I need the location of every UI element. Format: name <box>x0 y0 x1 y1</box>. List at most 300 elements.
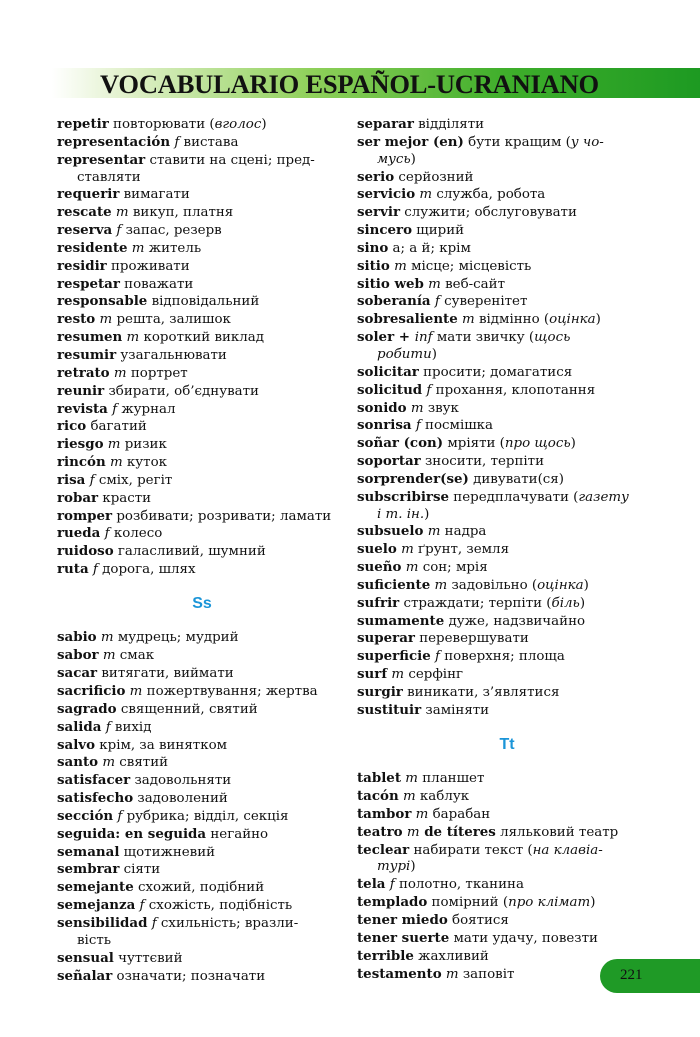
entry-grammar: f <box>112 223 122 239</box>
entry-translation: ляльковий театр <box>495 824 619 840</box>
entry-headword: sección <box>57 807 114 824</box>
dictionary-entry <box>57 293 347 311</box>
entry-headword: suficiente <box>357 576 431 593</box>
entry-line <box>357 806 657 824</box>
page-title: VOCABULARIO ESPAÑOL-UCRANIANO <box>100 69 599 99</box>
entry-translation: полотно, тканина <box>394 877 524 893</box>
right-column <box>357 116 657 983</box>
entry-translation: дивувати(ся) <box>468 471 564 487</box>
entry-translation: рубрика; відділ, секція <box>122 808 289 824</box>
entry-translation-cont: вість <box>77 932 112 948</box>
dictionary-entry <box>57 418 347 436</box>
entry-note-close: ) <box>424 506 430 522</box>
entry-line <box>57 258 347 276</box>
entry-translation: сіяти <box>119 862 161 878</box>
entry-note-close: ) <box>583 577 589 593</box>
entry-grammar: m <box>398 789 416 805</box>
entry-headword: rico <box>57 418 87 435</box>
entry-headword: ser mejor (en) <box>357 133 464 150</box>
entry-translation: священний, святий <box>116 701 258 717</box>
dictionary-entry <box>357 417 657 435</box>
dictionary-entry <box>57 719 347 737</box>
entry-translation: відділяти <box>413 117 485 132</box>
entry-headword: sumamente <box>357 612 445 629</box>
entry-translation: а; а й; крім <box>388 240 471 256</box>
entry-translation: набирати текст ( <box>409 842 533 858</box>
entry-line <box>57 683 347 701</box>
entry-headword: retrato <box>57 364 110 381</box>
entry-line <box>357 876 657 894</box>
entry-line <box>357 204 657 222</box>
entry-line <box>357 489 657 507</box>
entry-translation: служити; обслуговувати <box>400 205 577 221</box>
entry-headword: tela <box>357 876 386 893</box>
entry-line <box>57 222 347 240</box>
entry-translation: ґрунт, земля <box>413 542 510 558</box>
entry-translation: мати удачу, повезти <box>449 930 598 946</box>
entry-line <box>57 844 347 862</box>
entry-translation: каблук <box>415 789 470 805</box>
dictionary-entry <box>357 630 657 648</box>
entry-headword: residir <box>57 257 107 274</box>
entry-headword: soñar (con) <box>357 435 444 452</box>
entry-translation: узагальнювати <box>116 347 227 363</box>
entry-translation: святий <box>115 755 169 771</box>
entry-grammar: m <box>401 560 419 576</box>
entry-grammar: inf <box>414 330 433 346</box>
entry-headword: sensual <box>57 949 114 966</box>
entry-translation: ризик <box>120 437 167 453</box>
entry-grammar: f <box>147 915 157 931</box>
entry-translation: пожертвування; жертва <box>142 684 318 699</box>
entry-translation: витягати, виймати <box>97 666 234 682</box>
entry-headword: semejanza <box>57 897 136 914</box>
dictionary-entry <box>357 240 657 258</box>
entry-line <box>57 116 347 134</box>
dictionary-entry <box>357 116 657 134</box>
dictionary-entry <box>57 365 347 383</box>
entry-headword: residente <box>57 239 128 256</box>
dictionary-entry <box>57 844 347 862</box>
entry-headword: seguida: en seguida <box>57 825 207 842</box>
entry-headword: santo <box>57 754 99 771</box>
dictionary-entry <box>57 561 347 579</box>
entry-grammar: m <box>402 824 420 840</box>
entry-line <box>357 541 657 559</box>
entry-line <box>357 630 657 648</box>
entry-note-close: ) <box>410 151 416 167</box>
entry-headword: teclear <box>357 841 410 858</box>
entry-grammar: f <box>422 382 432 398</box>
entry-translation: поверхня; площа <box>439 649 565 665</box>
dictionary-entry <box>57 790 347 808</box>
entry-line <box>57 826 347 844</box>
dictionary-entry <box>57 968 347 986</box>
dictionary-entry <box>357 329 657 364</box>
entry-line <box>357 471 657 489</box>
entry-headword: resto <box>57 311 96 328</box>
entry-headword: testamento <box>357 965 442 982</box>
entry-headword: reserva <box>57 222 113 239</box>
entry-grammar: m <box>96 630 114 646</box>
entry-headword-cont: de títeres <box>419 823 496 840</box>
entry-translation: бути кращим ( <box>463 134 571 150</box>
entry-translation: місце; місцевість <box>406 258 532 274</box>
entry-headword: subsuelo <box>357 523 424 540</box>
entry-line <box>57 276 347 294</box>
dictionary-entry <box>57 772 347 790</box>
entry-headword: sorprender(se) <box>357 470 469 487</box>
entry-line <box>357 702 657 720</box>
entry-headword: separar <box>357 116 414 132</box>
entry-grammar: f <box>170 134 180 150</box>
dictionary-entry <box>57 454 347 472</box>
entry-line <box>357 382 657 400</box>
entry-grammar: m <box>105 455 123 471</box>
entry-headword: sustituir <box>357 701 422 718</box>
entry-line <box>57 186 347 204</box>
dictionary-entry <box>357 204 657 222</box>
dictionary-entry <box>357 648 657 666</box>
dictionary-entry <box>357 788 657 806</box>
dictionary-entry <box>357 702 657 720</box>
entry-grammar: f <box>385 877 395 893</box>
dictionary-entry <box>57 186 347 204</box>
entry-translation: заміняти <box>421 702 490 718</box>
entry-grammar: m <box>415 187 433 203</box>
entry-grammar: f <box>85 472 95 488</box>
entry-grammar: m <box>423 276 441 292</box>
entry-translation: мудрець; мудрий <box>113 630 239 646</box>
entry-translation: мріяти ( <box>443 436 505 452</box>
entry-translation: серйозний <box>394 169 474 185</box>
dictionary-entry <box>57 116 347 134</box>
entry-note: на клавіа- <box>532 842 603 858</box>
dictionary-entry <box>357 613 657 631</box>
entry-translation: суверенітет <box>439 294 528 310</box>
entry-line <box>57 543 347 561</box>
entry-translation: крім, за винятком <box>95 737 228 753</box>
entry-grammar: f <box>100 526 110 542</box>
entry-headword: resumen <box>57 329 123 346</box>
entry-grammar: m <box>98 755 116 771</box>
entry-line <box>357 169 657 187</box>
entry-line <box>57 472 347 490</box>
entry-line <box>357 894 657 912</box>
page-number: 221 <box>620 967 643 983</box>
entry-line <box>57 754 347 772</box>
spacer <box>57 613 347 630</box>
entry-line-continued <box>357 507 657 524</box>
entry-headword: solicitud <box>357 381 423 398</box>
entry-translation: смак <box>115 648 155 664</box>
entry-translation: дуже, надзвичайно <box>444 613 586 629</box>
dictionary-entry <box>57 629 347 647</box>
section-heading: Tt <box>499 735 515 753</box>
dictionary-entry <box>57 258 347 276</box>
entry-headword: sagrado <box>57 700 117 717</box>
entry-headword: tener suerte <box>357 929 450 946</box>
entry-headword: resumir <box>57 346 117 363</box>
entry-translation: проживати <box>106 258 190 274</box>
entry-grammar: m <box>103 437 121 453</box>
entry-headword: servir <box>357 204 401 221</box>
entry-line <box>57 737 347 755</box>
entry-headword: sacrificio <box>57 683 126 699</box>
entry-headword: romper <box>57 507 113 524</box>
entry-headword: tablet <box>357 770 402 787</box>
entry-line-continued <box>357 152 657 169</box>
entry-line <box>57 240 347 258</box>
entry-note-close: ) <box>261 117 267 132</box>
entry-translation: заповіт <box>458 966 515 982</box>
entry-translation: портрет <box>126 365 188 381</box>
entry-line <box>357 258 657 276</box>
entry-line <box>357 240 657 258</box>
entry-line <box>357 842 657 860</box>
entry-translation: просити; домагатися <box>418 364 573 380</box>
entry-translation: жахливий <box>413 948 489 964</box>
dictionary-entry <box>357 453 657 471</box>
entry-translation: задовільно ( <box>447 577 538 593</box>
entry-headword: repetir <box>57 116 109 132</box>
dictionary-entry <box>57 754 347 772</box>
entry-translation: схильність; вразли- <box>156 915 299 931</box>
entry-line <box>57 701 347 719</box>
entry-line <box>57 418 347 436</box>
entry-headword: ruta <box>57 561 89 578</box>
entry-grammar: f <box>430 294 440 310</box>
entry-translation: вихід <box>110 719 152 735</box>
entry-note-close: ) <box>595 312 601 328</box>
entry-line <box>57 629 347 647</box>
entry-line <box>57 968 347 986</box>
dictionary-entry <box>57 950 347 968</box>
entry-line <box>357 116 657 134</box>
dictionary-entry <box>357 770 657 788</box>
entry-translation: надра <box>440 524 487 540</box>
entry-translation: сміх, регіт <box>94 472 173 488</box>
entry-note-cont: турі <box>377 859 411 875</box>
dictionary-entry <box>357 559 657 577</box>
dictionary-entry <box>357 666 657 684</box>
dictionary-entry <box>357 471 657 489</box>
entry-headword: semejante <box>57 879 134 896</box>
dictionary-entry <box>57 401 347 419</box>
entry-headword: sensibilidad <box>57 914 148 931</box>
entry-headword: representar <box>57 151 146 168</box>
entry-headword: teatro <box>357 823 403 840</box>
entry-line <box>57 879 347 897</box>
entry-translation: поважати <box>119 276 194 292</box>
entry-translation: схожість, подібність <box>144 898 293 914</box>
entry-translation: красти <box>98 490 152 506</box>
entry-line <box>357 364 657 382</box>
section-heading: Ss <box>192 594 212 612</box>
entry-translation: щотижневий <box>119 844 216 860</box>
entry-line <box>357 912 657 930</box>
entry-headword: subscribirse <box>357 488 450 505</box>
dictionary-entry <box>57 737 347 755</box>
entry-line <box>357 400 657 418</box>
entry-headword: sobresaliente <box>357 311 458 328</box>
entry-headword: sacar <box>57 665 98 682</box>
dictionary-entry <box>57 276 347 294</box>
entry-translation: передплачувати ( <box>449 489 579 505</box>
entry-grammar: m <box>109 365 127 381</box>
entry-line <box>357 329 657 347</box>
entry-line <box>357 595 657 613</box>
dictionary-entry <box>357 435 657 453</box>
entry-headword: tener miedo <box>357 911 448 928</box>
entry-headword: soberanía <box>357 293 431 310</box>
entry-grammar: m <box>406 400 424 416</box>
entry-translation: запас, резерв <box>121 223 222 239</box>
entry-note: газету <box>578 489 629 505</box>
dictionary-entry <box>357 400 657 418</box>
entry-line <box>57 204 347 222</box>
entry-note-close: ) <box>570 436 576 452</box>
entry-note: про клімат <box>508 895 591 911</box>
entry-line <box>357 311 657 329</box>
entry-grammar: m <box>401 771 418 787</box>
dictionary-entry <box>57 311 347 329</box>
dictionary-entry <box>57 204 347 222</box>
dictionary-entry <box>57 826 347 844</box>
entry-line <box>357 293 657 311</box>
entry-translation: звук <box>423 400 459 416</box>
entry-note: оцінка <box>537 577 584 593</box>
entry-translation: схожий, подібний <box>133 880 265 896</box>
entry-grammar: m <box>430 577 448 593</box>
entry-grammar: m <box>441 966 459 982</box>
entry-headword: sitio <box>357 257 390 274</box>
entry-translation: багатий <box>86 419 147 435</box>
entry-translation: означати; позначати <box>112 968 266 984</box>
entry-line <box>57 561 347 579</box>
dictionary-entry <box>57 152 347 187</box>
entry-line <box>57 950 347 968</box>
entry-translation: виникати, з’являтися <box>402 685 560 700</box>
entry-line <box>57 861 347 879</box>
dictionary-entry <box>357 577 657 595</box>
entry-line <box>57 383 347 401</box>
dictionary-entry <box>357 684 657 702</box>
entry-headword: salida <box>57 718 102 735</box>
entry-line <box>57 772 347 790</box>
entry-grammar: f <box>113 808 123 824</box>
dictionary-entry <box>357 894 657 912</box>
entry-line <box>57 897 347 915</box>
entry-headword: tacón <box>357 788 399 805</box>
entry-translation: житель <box>144 240 202 256</box>
entry-line <box>357 559 657 577</box>
entry-headword: sonrisa <box>357 417 412 434</box>
entry-note: у чо- <box>570 134 604 150</box>
entry-translation: мати звичку ( <box>432 330 535 346</box>
dictionary-entry <box>57 897 347 915</box>
entry-headword: satisfecho <box>57 790 134 807</box>
entry-translation: відмінно ( <box>474 312 550 328</box>
entry-headword: sino <box>357 239 389 256</box>
entry-grammar: f <box>107 401 118 417</box>
entry-note-cont: і т. ін. <box>377 506 425 522</box>
entry-headword: satisfacer <box>57 772 131 789</box>
entry-translation: збирати, об’єднувати <box>104 383 259 399</box>
entry-line <box>357 666 657 684</box>
entry-grammar: m <box>95 312 113 328</box>
entry-note-cont: мусь <box>377 151 411 167</box>
dictionary-entry <box>357 523 657 541</box>
entry-headword: solicitar <box>357 363 419 380</box>
entry-note-cont: робити <box>377 346 432 362</box>
entry-translation: відповідальний <box>147 294 260 310</box>
entry-translation: задовольняти <box>130 773 232 789</box>
entry-headword: surgir <box>357 684 403 700</box>
entry-headword: respetar <box>57 275 120 292</box>
entry-line <box>57 293 347 311</box>
entry-line <box>357 523 657 541</box>
dictionary-entry <box>357 222 657 240</box>
entry-translation: барабан <box>428 806 491 822</box>
entry-note-close: ) <box>410 859 416 875</box>
entry-grammar: m <box>389 258 407 274</box>
entry-grammar: m <box>411 806 429 822</box>
entry-grammar: m <box>387 667 405 683</box>
entry-translation: зносити, терпіти <box>420 454 545 470</box>
entry-translation: розбивати; розривати; ламати <box>112 508 332 524</box>
entry-grammar: m <box>457 312 475 328</box>
dictionary-entry <box>57 508 347 526</box>
dictionary-entry <box>57 472 347 490</box>
entry-line <box>57 152 347 170</box>
dictionary-entry <box>57 240 347 258</box>
entry-headword: templado <box>357 894 428 911</box>
entry-headword: ruidoso <box>57 543 114 560</box>
entry-translation: повторювати ( <box>108 117 215 132</box>
dictionary-entry <box>57 222 347 240</box>
entry-translation: дорога, шлях <box>97 562 196 578</box>
entry-line <box>57 134 347 152</box>
entry-line <box>57 329 347 347</box>
entry-headword: robar <box>57 489 99 506</box>
entry-headword: risa <box>57 471 86 488</box>
dictionary-entry <box>57 347 347 365</box>
page-number-badge <box>600 959 700 993</box>
entry-headword: sueño <box>357 559 402 576</box>
entry-translation: задоволений <box>133 791 228 807</box>
entry-line <box>357 276 657 294</box>
dictionary-entry <box>357 824 657 842</box>
dictionary-entry <box>357 258 657 276</box>
entry-translation: служба, робота <box>432 187 546 203</box>
entry-headword: rincón <box>57 454 106 471</box>
entry-headword: sabor <box>57 647 99 664</box>
entry-translation: ставити на сцені; пред- <box>145 152 315 168</box>
entry-line <box>57 665 347 683</box>
entry-line <box>357 417 657 435</box>
entry-line <box>57 365 347 383</box>
dictionary-entry <box>57 808 347 826</box>
entry-line <box>357 648 657 666</box>
dictionary-entry <box>357 541 657 559</box>
entry-headword: sonido <box>357 399 407 416</box>
dictionary-entry <box>57 490 347 508</box>
dictionary-entry <box>57 436 347 454</box>
dictionary-entry <box>357 134 657 169</box>
entry-grammar: m <box>423 524 441 540</box>
dictionary-entry <box>357 186 657 204</box>
